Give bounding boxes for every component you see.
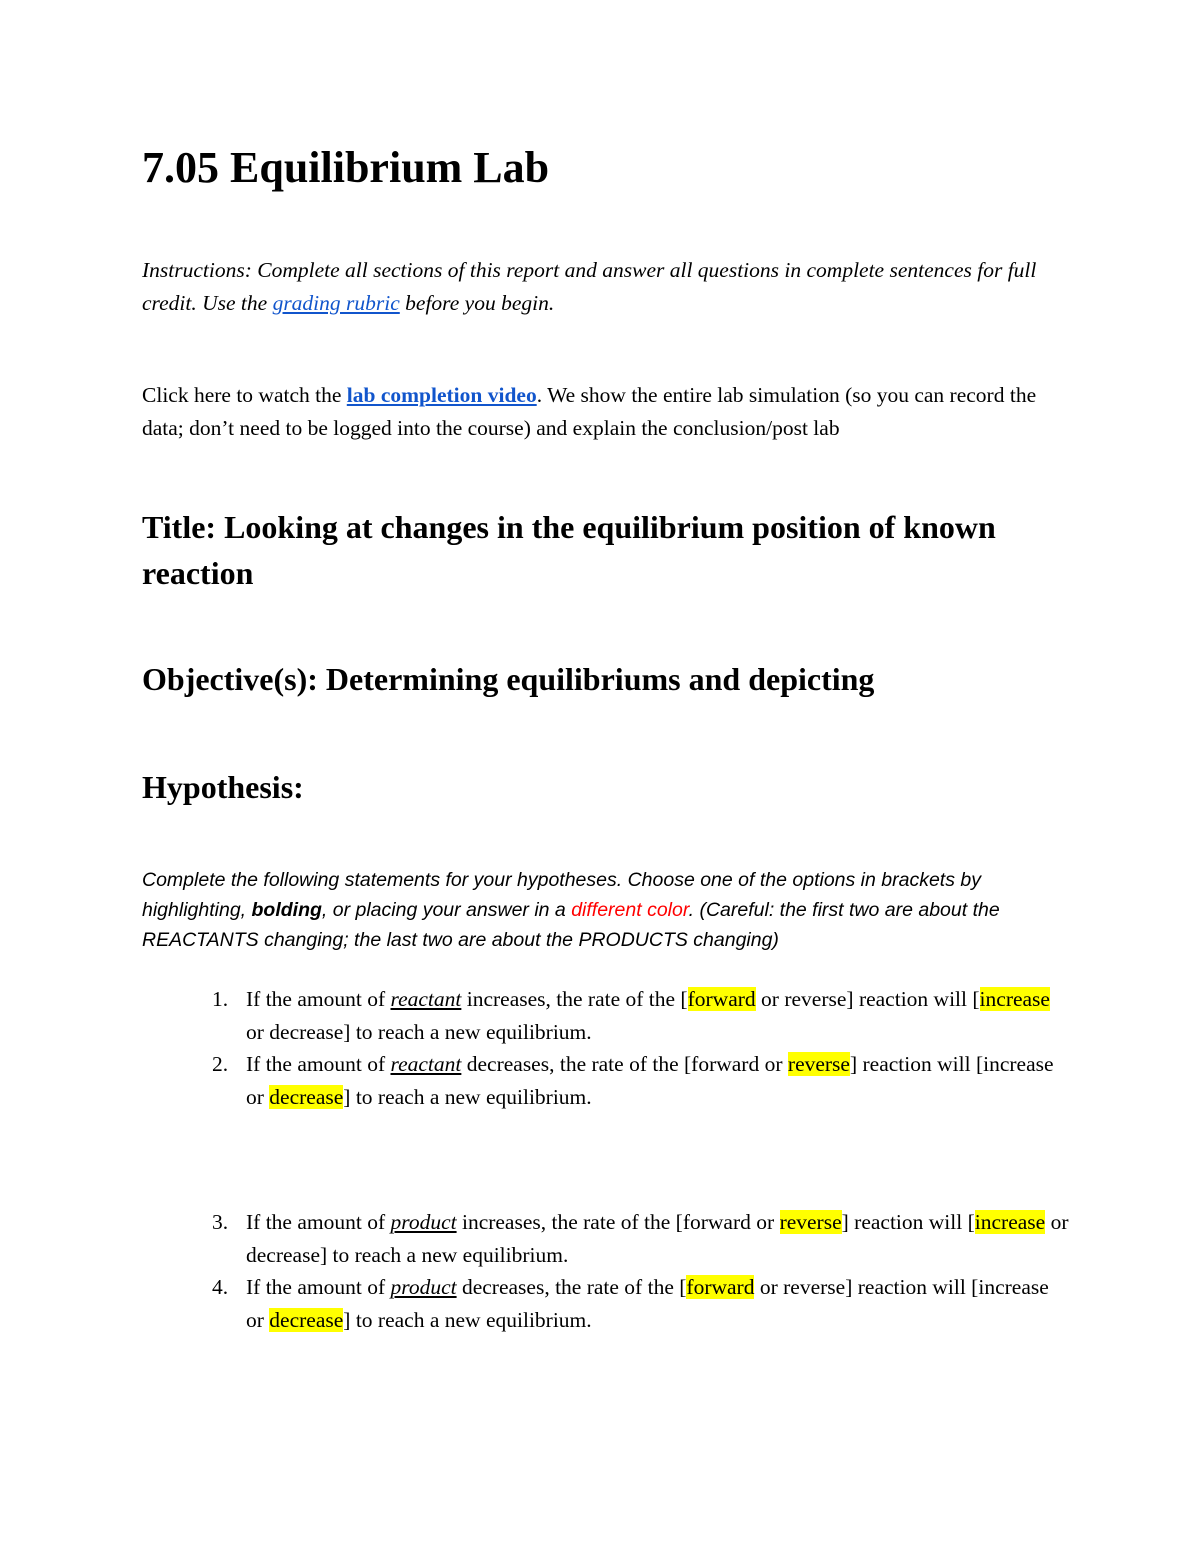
video-text: Click here to watch the: [142, 383, 347, 407]
list-number: 1.: [212, 987, 229, 1011]
instructions-text-end: before you begin.: [399, 291, 555, 315]
option-reverse: reverse: [784, 987, 847, 1011]
hypothesis-list-reactants: [142, 983, 1072, 1113]
video-paragraph: [142, 379, 1062, 445]
option-reverse: reverse: [783, 1275, 846, 1299]
hypothesis-instructions: [142, 865, 1072, 955]
statement-text: decreases, the rate of the [: [461, 1052, 692, 1076]
hypothesis-statement-3: [142, 1206, 1072, 1271]
statement-text: decreases, the rate of the [: [456, 1275, 687, 1299]
option-forward: forward: [682, 1210, 751, 1234]
statement-text: ] to reach a new equilibrium.: [343, 1084, 592, 1109]
statement-text: If the amount of: [246, 1052, 391, 1076]
statement-text: or: [1045, 1210, 1069, 1234]
option-increase: increase: [978, 1275, 1049, 1299]
hyp-instr-bold-word: bolding: [251, 899, 322, 921]
option-forward-highlighted: forward: [687, 987, 756, 1011]
hyp-instr-part2: , or placing your answer in a: [321, 899, 572, 921]
option-forward: forward: [691, 1052, 760, 1076]
statement-text: or: [750, 1210, 780, 1234]
lab-completion-video-link[interactable]: lab completion video: [346, 383, 537, 407]
statement-text: or: [246, 1084, 270, 1109]
statement-subject: reactant: [390, 987, 462, 1011]
list-number: 4.: [212, 1275, 229, 1299]
list-number: 2.: [212, 1052, 229, 1076]
statement-text: increases, the rate of the [: [456, 1210, 683, 1234]
option-reverse-highlighted: reverse: [787, 1052, 850, 1076]
option-decrease: decrease: [246, 1242, 320, 1267]
statement-text: If the amount of: [246, 1210, 391, 1234]
statement-text: ] reaction will [: [849, 1052, 984, 1076]
video-text-end: . We show the entire lab simulation (so you can record the data; don’t need to be logged into the course) and explain the conclusion/post lab: [142, 383, 1037, 440]
statement-subject: reactant: [390, 1052, 462, 1076]
option-increase-highlighted: increase: [979, 987, 1050, 1011]
statement-text: ] to reach a new equilibrium.: [320, 1242, 569, 1267]
hyp-instr-red-text: different color: [571, 899, 689, 921]
statement-text: If the amount of: [246, 987, 391, 1011]
instructions-text: Instructions: Complete all sections of this report and answer all questions in complete sentences for full credit. Use the: [142, 258, 1037, 315]
objective-heading: Objective(s): Determining equilibriums and depicting: [142, 661, 875, 697]
statement-text: If the amount of: [246, 1275, 391, 1299]
option-decrease-highlighted: decrease: [269, 1307, 344, 1332]
option-increase-highlighted: increase: [974, 1210, 1046, 1234]
statement-text: ] reaction will [: [846, 987, 980, 1011]
statement-subject: product: [390, 1210, 457, 1234]
statement-text: or: [759, 1052, 788, 1076]
document-title: 7.05 Equilibrium Lab: [142, 143, 550, 192]
statement-text: ] to reach a new equilibrium.: [343, 1307, 592, 1332]
statement-text: ] reaction will [: [841, 1210, 975, 1234]
option-increase: increase: [983, 1052, 1054, 1076]
statement-text: or: [755, 987, 785, 1011]
hyp-instr-part3: . (Careful: the first two are about the REACTANTS changing; the last two are about the PRODUCTS changing): [142, 899, 1000, 951]
title-heading: Title: Looking at changes in the equilibrium position of known reaction: [142, 509, 996, 591]
hypothesis-list-products: [142, 1206, 1072, 1336]
option-decrease-highlighted: decrease: [269, 1084, 344, 1109]
statement-text: or: [246, 1307, 270, 1332]
instructions-paragraph: [142, 254, 1062, 320]
statement-subject: product: [390, 1275, 457, 1299]
list-number: 3.: [212, 1210, 229, 1234]
option-forward-highlighted: forward: [686, 1275, 755, 1299]
hypothesis-statement-1: [142, 983, 1072, 1048]
grading-rubric-link[interactable]: grading rubric: [272, 291, 400, 315]
hypothesis-heading: Hypothesis:: [142, 769, 304, 805]
statement-text: or: [246, 1019, 270, 1044]
hypothesis-statement-2: [142, 1048, 1072, 1113]
hypothesis-statement-4: [142, 1271, 1072, 1336]
option-reverse-highlighted: reverse: [779, 1210, 842, 1234]
statement-text: ] to reach a new equilibrium.: [343, 1019, 592, 1044]
hyp-instr-part1: Complete the following statements for your hypotheses. Choose one of the options in brackets by highlighting,: [142, 869, 981, 921]
statement-text: increases, the rate of the [: [461, 987, 688, 1011]
statement-text: ] reaction will [: [845, 1275, 979, 1299]
statement-text: or: [754, 1275, 784, 1299]
option-decrease: decrease: [269, 1019, 344, 1044]
